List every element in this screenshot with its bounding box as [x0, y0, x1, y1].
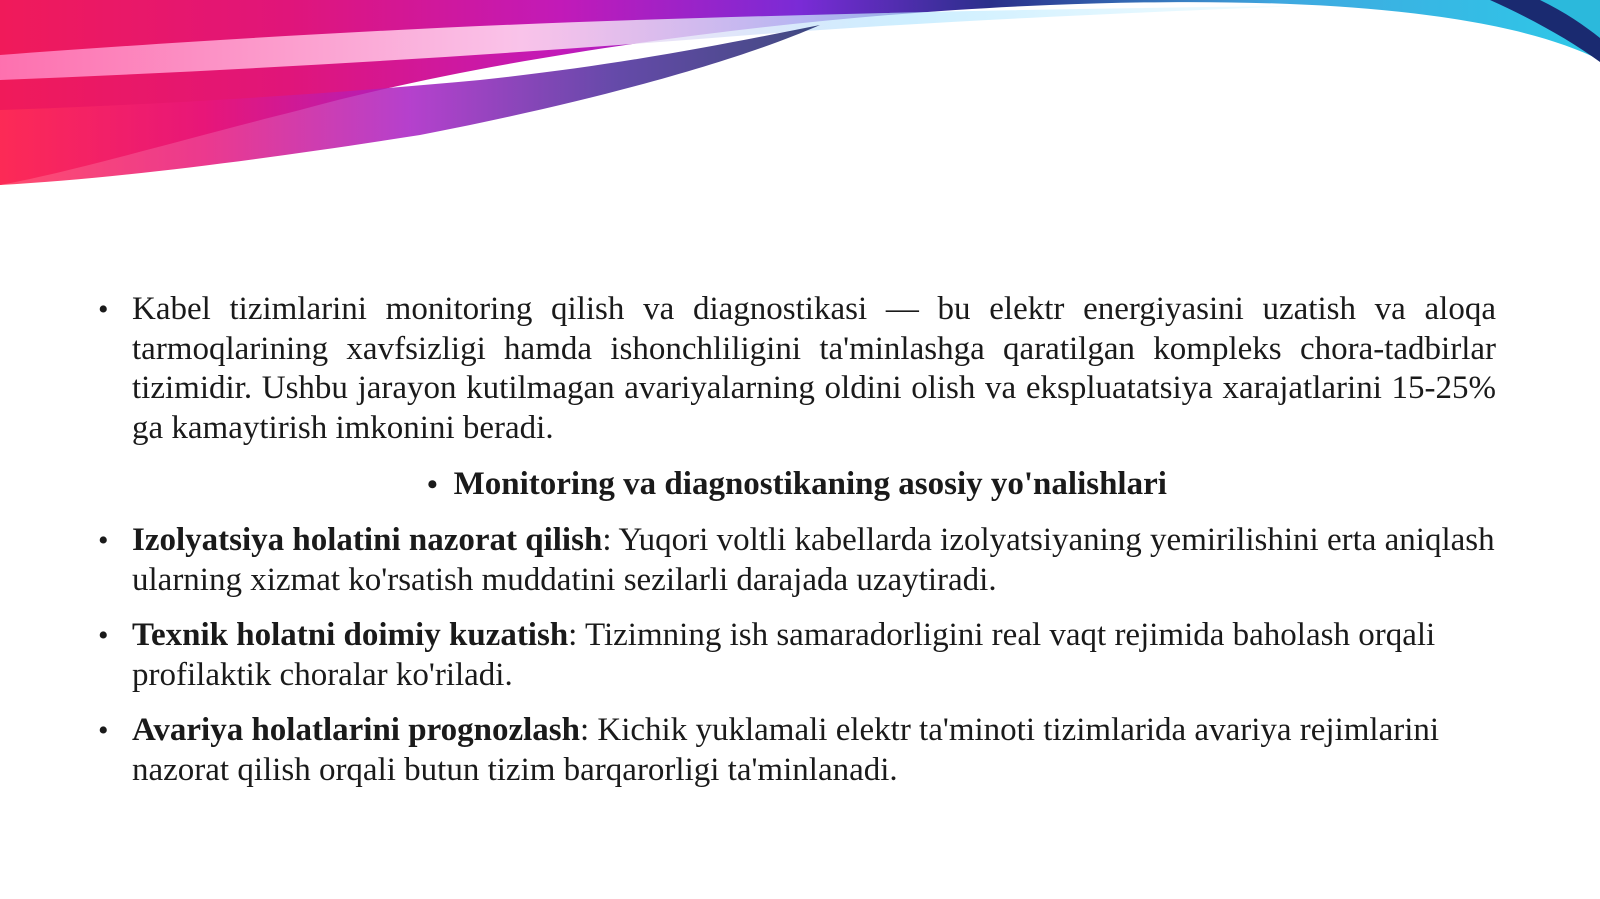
point-term: Avariya holatlarini prognozlash	[132, 712, 580, 748]
intro-text: Kabel tizimlarini monitoring qilish va diagnostikasi — bu elektr energiyasini uzatish va aloqa tarmoqlarining xavfsizligi hamda ishonchliligini ta'minlashga qaratilgan kompleks chora-tadbirlar tizimidir. Ushbu jarayon kutilmagan avariyalarning oldini olish va ekspluatatsiya xarajatlarini 15-25% ga kamaytirish imkonini beradi.	[132, 291, 1496, 446]
point-text: Tizimning ish samaradorligini real vaqt rejimida baholash orqali profilaktik choralar ko'riladi.	[132, 617, 1436, 693]
point-bullet-3	[98, 711, 1496, 790]
bullet-icon: •	[98, 293, 109, 326]
point-term: Texnik holatni doimiy kuzatish	[132, 617, 569, 653]
bullet-icon: •	[98, 619, 109, 652]
point-separator: :	[602, 522, 612, 558]
point-separator: :	[568, 617, 578, 653]
intro-bullet	[98, 290, 1496, 448]
heading-text: Monitoring va diagnostikaning asosiy yo'nalishlari	[453, 466, 1167, 502]
bullet-icon: •	[98, 714, 109, 747]
point-text: Yuqori voltli kabellarda izolyatsiyaning yemirilishini erta aniqlash ularning xizmat ko'rsatish muddatini sezilarli darajada uzaytiradi.	[132, 522, 1495, 598]
point-text: Kichik yuklamali elektr ta'minoti tizimlarida avariya rejimlarini nazorat qilish orqali butun tizim barqarorligi ta'minlanadi.	[132, 712, 1440, 788]
section-heading	[98, 464, 1496, 505]
decorative-swoosh-banner	[0, 0, 1600, 200]
slide-body	[98, 290, 1496, 806]
point-term: Izolyatsiya holatini nazorat qilish	[132, 522, 603, 558]
bullet-icon: •	[427, 468, 438, 501]
point-separator: :	[579, 712, 590, 748]
point-bullet-1	[98, 521, 1496, 600]
bullet-icon: •	[98, 524, 109, 557]
point-bullet-2	[98, 616, 1496, 695]
